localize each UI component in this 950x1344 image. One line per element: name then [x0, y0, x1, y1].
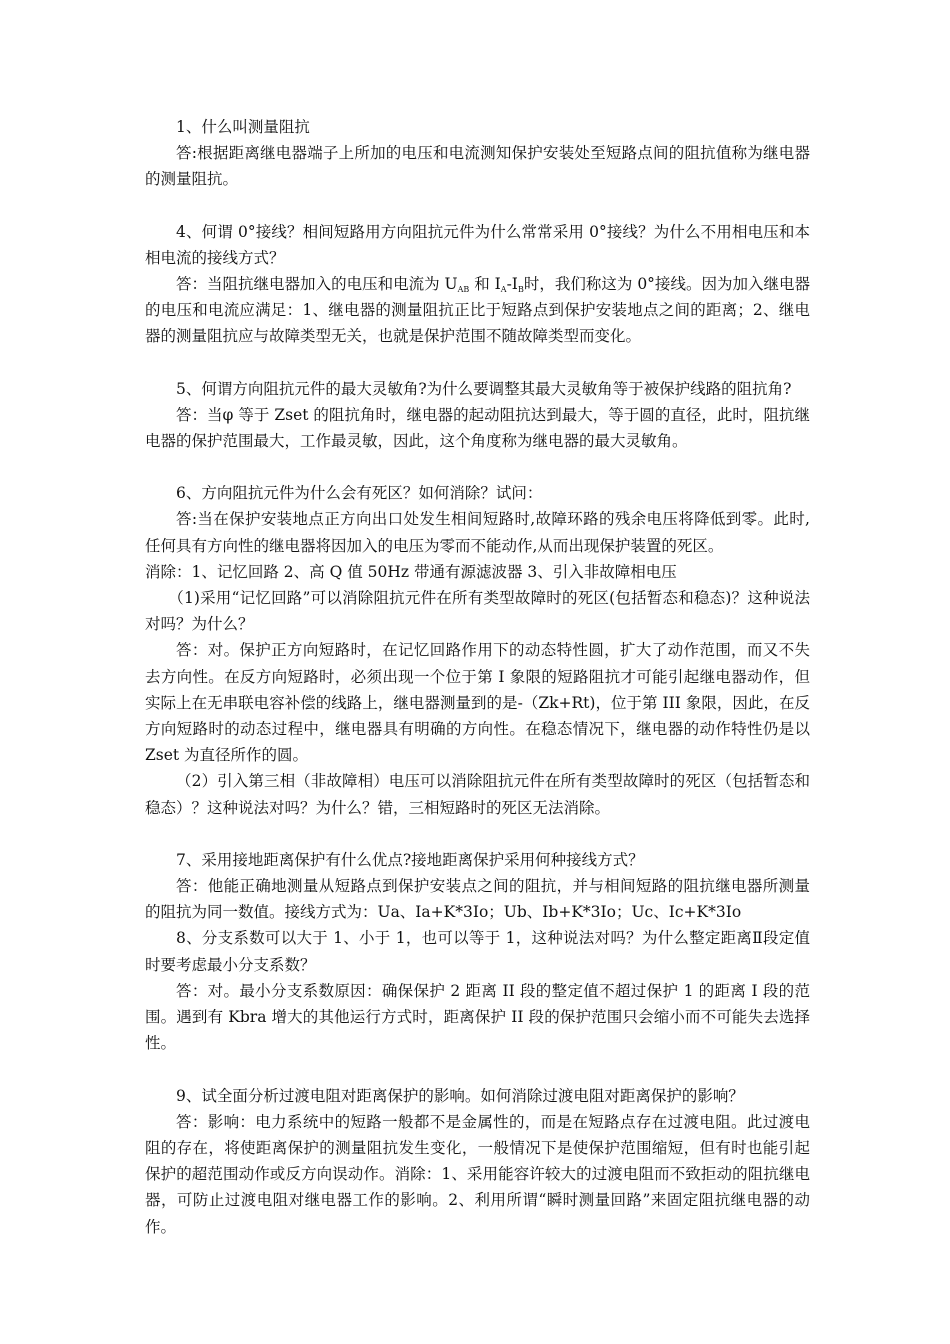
answer-6: 答:当在保护安装地点正方向出口处发生相间短路时,故障环路的残余电压将降低到零。此时,任何具有方向性的继电器将因加入的电压为零而不能动作,从而出现保护装置的死区。 — [145, 510, 810, 555]
paragraph-gap — [145, 1057, 810, 1083]
question-4: 4、何谓 0°接线？相间短路用方向阻抗元件为什么常常采用 0°接线？为什么不用相电压和本相电流的接线方式？ — [145, 222, 810, 267]
answer-4-sub-a: A — [500, 285, 507, 295]
answer-4-mid1: 和 I — [469, 275, 501, 294]
answer-4-sub-ab: AB — [457, 285, 470, 295]
answer-1: 答:根据距离继电器端子上所加的电压和电流测知保护安装处至短路点间的阻抗值称为继电器的测量阻抗。 — [145, 144, 810, 189]
answer-6-sub-1: 答：对。保护正方向短路时，在记忆回路作用下的动态特性圆，扩大了动作范围，而又不失去方向性。在反方向短路时，必须出现一个位于第 I 象限的短路阻抗才可能引起继电器动作，但实际上在无串联电容补偿的线路上，继电器测量到的是-（Zk+Rt)，位于第 III 象限，因此，在反方向短路时的动态过程中，继电器具有明确的方向性。在稳态情况下，继电器的动作特性仍是以 Zset 为直径所作的圆。 — [145, 641, 810, 765]
question-8: 8、分支系数可以大于 1、小于 1，也可以等于 1，这种说法对吗？为什么整定距离Ⅱ段定值时要考虑最小分支系数？ — [145, 929, 810, 974]
answer-7: 答：他能正确地测量从短路点到保护安装点之间的阻抗，并与相间短路的阻抗继电器所测量的阻抗为同一数值。接线方式为：Ua、Ia+K*3Io；Ub、Ib+K*3Io；Uc、Ic+K*3Io — [145, 877, 810, 922]
answer-5: 答：当φ 等于 Zset 的阻抗角时，继电器的起动阻抗达到最大，等于圆的直径，此时，阻抗继电器的保护范围最大，工作最灵敏，因此，这个角度称为继电器的最大灵敏角。 — [145, 405, 810, 451]
answer-4-mid2: -I — [506, 275, 518, 294]
answer-4-suffix: 时，我们称这为 0°接线。因为加入继电器的电压和电流应满足：1、继电器的测量阻抗正比于短路点到保护安装地点之间的距离；2、继电器的测量阻抗应与故障类型无关，也就是保护范围不随故障类型而变化。 — [145, 275, 810, 346]
paragraph-gap — [145, 454, 810, 480]
paragraph-gap — [145, 821, 810, 847]
answer-4-sub-b: B — [517, 285, 524, 295]
paragraph-gap — [145, 350, 810, 376]
answer-6-remedy: 消除：1、记忆回路 2、高 Q 值 50Hz 带通有源滤波器 3、引入非故障相电压 — [145, 562, 677, 581]
question-7: 7、采用接地距离保护有什么优点?接地距离保护采用何种接线方式？ — [176, 850, 644, 869]
question-6-sub-1: （1)采用“记忆回路”可以消除阻抗元件在所有类型故障时的死区(包括暂态和稳态)？这种说法对吗？为什么？ — [145, 589, 810, 634]
question-1: 1、什么叫测量阻抗 — [176, 118, 310, 136]
question-5: 5、何谓方向阻抗元件的最大灵敏角?为什么要调整其最大灵敏角等于被保护线路的阻抗角? — [176, 379, 792, 398]
answer-9: 答：影响：电力系统中的短路一般都不是金属性的，而是在短路点存在过渡电阻。此过渡电阻的存在，将使距离保护的测量阻抗发生变化，一般情况下是使保护范围缩短，但有时也能引起保护的超范围动作或反方向误动作。消除：1、采用能容许较大的过渡电阻而不致拒动的阻抗继电器，可防止过渡电阻对继电器工作的影响。2、利用所谓“瞬时测量回路”来固定阻抗继电器的动作。 — [145, 1112, 810, 1236]
answer-4-prefix: 答：当阻抗继电器加入的电压和电流为 U — [176, 275, 458, 294]
document-page — [145, 114, 810, 1240]
paragraph-gap — [145, 193, 810, 219]
question-9: 9、试全面分析过渡电阻对距离保护的影响。如何消除过渡电阻对距离保护的影响？ — [176, 1086, 744, 1105]
answer-4 — [145, 271, 810, 350]
question-6: 6、方向阻抗元件为什么会有死区？如何消除？试问： — [176, 484, 543, 503]
question-6-sub-2: （2）引入第三相（非故障相）电压可以消除阻抗元件在所有类型故障时的死区（包括暂态和稳态）？这种说法对吗？为什么？错，三相短路时的死区无法消除。 — [145, 772, 810, 817]
answer-8: 答：对。最小分支系数原因：确保保护 2 距离 II 段的整定值不超过保护 1 的距离 I 段的范围。遇到有 Kbra 增大的其他运行方式时，距离保护 II 段的保护范围只会缩小而不可能失去选择性。 — [145, 981, 810, 1053]
